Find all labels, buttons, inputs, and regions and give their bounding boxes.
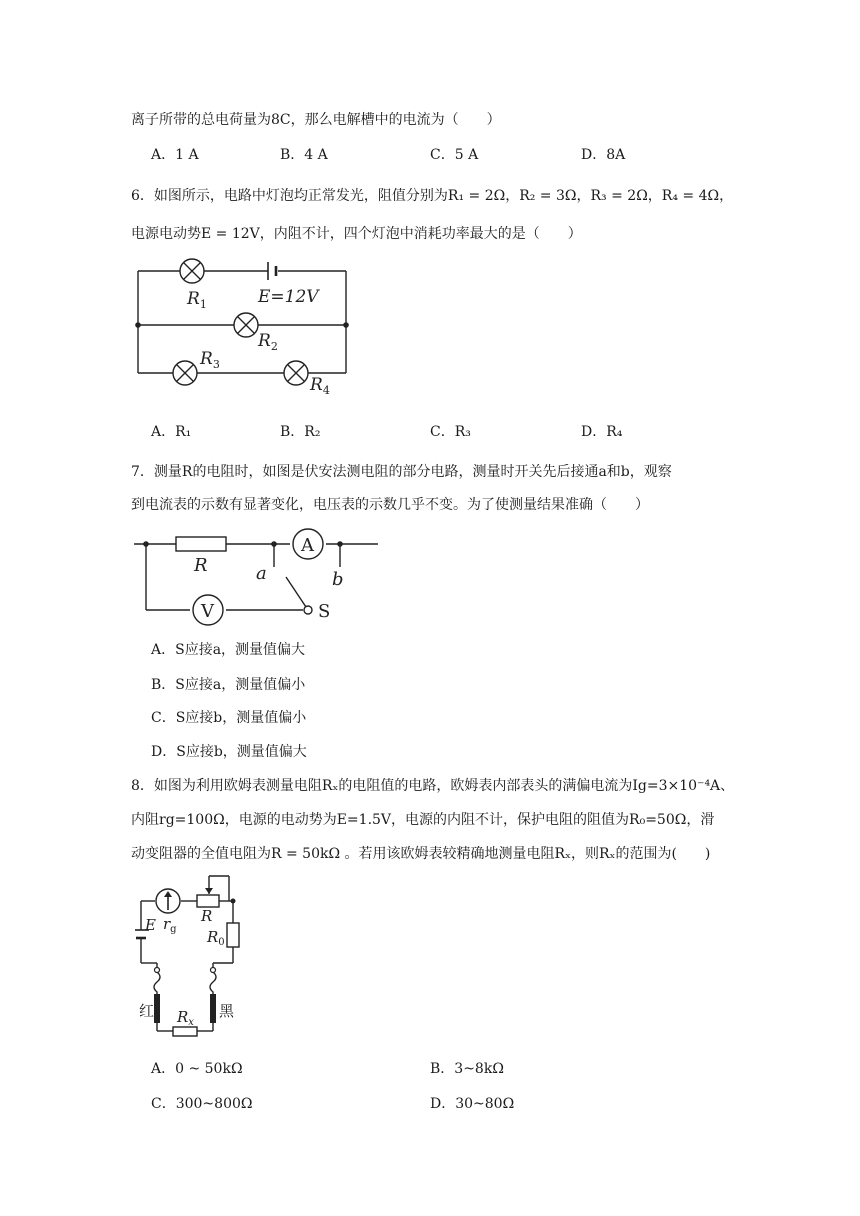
q7-option-d: D．S应接b，测量值偏大 — [151, 744, 307, 760]
q5-option-a: A．1 A — [151, 147, 199, 163]
q6-circuit-diagram — [130, 258, 370, 398]
protective-resistor-icon — [227, 923, 239, 947]
q8-option-b: B．3~8kΩ — [430, 1061, 504, 1077]
switch-pivot-icon — [304, 606, 312, 614]
svg-text:E: E — [145, 916, 156, 934]
q6-stem-line2: 电源电动势E = 12V，内阻不计，四个灯泡中消耗功率最大的是（ ） — [131, 226, 582, 242]
q8-option-c: C．300~800Ω — [151, 1096, 253, 1112]
svg-text:V: V — [201, 601, 214, 622]
emf-label: E=12V — [258, 287, 319, 307]
q6-option-a: A．R₁ — [151, 424, 192, 440]
svg-text:Rx: $R_x$ — [177, 1008, 194, 1028]
svg-text:R3: $R_3$ — [200, 349, 220, 371]
svg-text:R: R — [201, 907, 213, 925]
q6-option-c: C．R₃ — [430, 424, 471, 440]
q7-stem-line1: 7．测量R的电阻时，如图是伏安法测电阻的部分电路，测量时开关先后接通a和b，观察 — [131, 464, 672, 480]
black-probe-icon — [210, 994, 216, 1023]
resistor-rx-icon — [173, 1027, 197, 1036]
q6-stem-line1: 6．如图所示，电路中灯泡均正常发光，阻值分别为R₁ = 2Ω，R₂ = 3Ω，R₃ = 2Ω，R₄ = 4Ω， — [131, 188, 734, 204]
svg-text:R: R — [194, 555, 208, 576]
svg-text:R0: $R_0$ — [207, 928, 225, 948]
q5-option-d: D．8A — [581, 147, 626, 163]
q5-option-c: C．5 A — [430, 147, 479, 163]
q7-stem-line2: 到电流表的示数有显著变化，电压表的示数几乎不变。为了使测量结果准确（ ） — [131, 497, 649, 513]
red-probe-icon — [154, 994, 160, 1023]
svg-text:a: a — [256, 563, 267, 584]
svg-text:红: 红 — [139, 1002, 155, 1020]
q8-option-a: A．0 ~ 50kΩ — [151, 1061, 243, 1077]
q8-stem-line1: 8．如图为利用欧姆表测量电阻Rₓ的电阻值的电路，欧姆表内部表头的满偏电流为Ig=3×10⁻⁴A、 — [131, 778, 735, 794]
q5-option-b: B．4 A — [280, 147, 328, 163]
q7-option-c: C．S应接b，测量值偏小 — [151, 710, 307, 726]
svg-text:R2: $R_2$ — [258, 331, 278, 353]
svg-text:rg: $r_g$ — [163, 915, 177, 935]
q7-option-a: A．S应接a，测量值偏大 — [151, 642, 306, 658]
svg-text:S: S — [318, 601, 331, 622]
q8-stem-line3: 动变阻器的全值电阻为R = 50kΩ 。若用该欧姆表较精确地测量电阻Rₓ，则Rₓ的范围为( ) — [131, 846, 711, 862]
resistor-r-icon — [176, 537, 226, 551]
svg-text:R1: $R_1$ — [187, 289, 207, 311]
rheostat-icon — [197, 895, 219, 907]
q7-option-b: B．S应接a，测量值偏小 — [151, 677, 306, 693]
svg-text:A: A — [301, 535, 314, 556]
q8-ohmmeter-circuit — [135, 868, 265, 1043]
svg-text:R4: $R_4$ — [310, 375, 330, 397]
q7-circuit-diagram — [128, 525, 388, 630]
q8-stem-line2: 内阻rg=100Ω，电源的电动势为E=1.5V，电源的内阻不计，保护电阻的阻值为R₀=50Ω，滑 — [131, 812, 715, 828]
q5-tail: 离子所带的总电荷量为8C，那么电解槽中的电流为（ ） — [131, 112, 501, 128]
q8-option-d: D．30~80Ω — [430, 1096, 515, 1112]
svg-text:黑: 黑 — [219, 1002, 235, 1020]
svg-text:b: b — [332, 569, 344, 590]
q6-option-d: D．R₄ — [581, 424, 623, 440]
q6-option-b: B．R₂ — [280, 424, 321, 440]
